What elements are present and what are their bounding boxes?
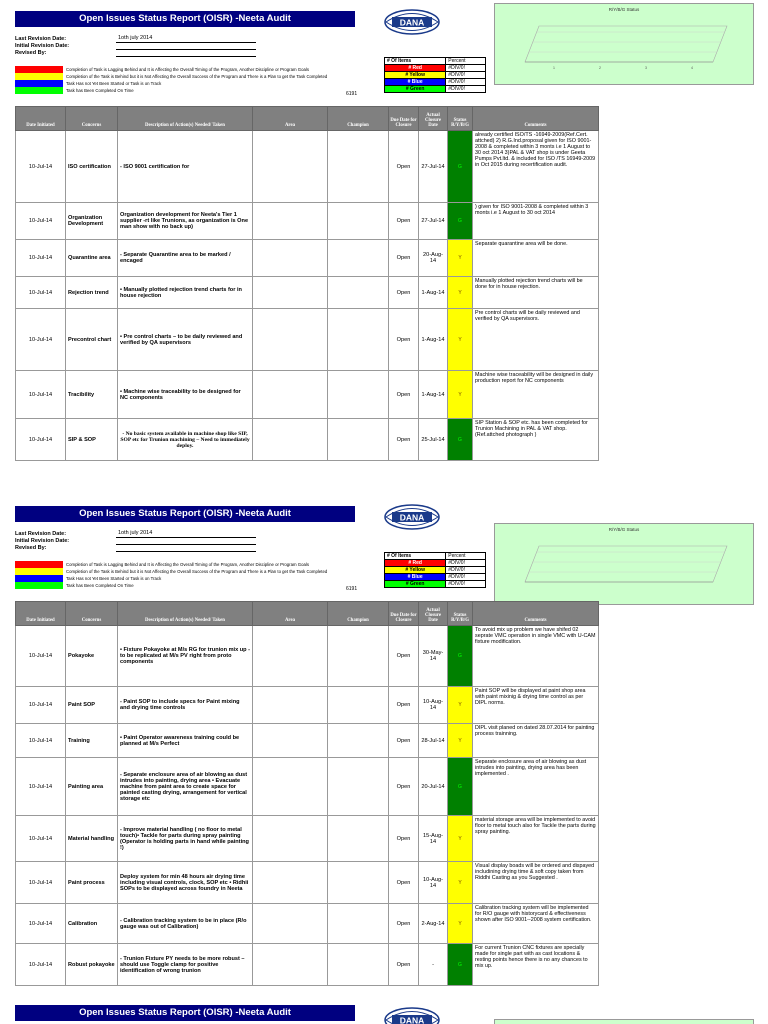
legend-red: Completion of Task is Lagging Behind and It is Affecting the Overall Timing of the Program, Another Discipline or Program Goals [15,66,385,73]
area-cell [253,944,328,986]
report-title: Open Issues Status Report (OISR) -Neeta Audit [15,506,355,522]
status-cell: Y [448,240,473,277]
champion-cell [328,309,389,371]
concern-cell: Pokayoke [66,626,118,687]
col-concerns: Concerns [66,602,118,626]
date-cell: 10-Jul-14 [16,309,66,371]
table-row [16,724,599,758]
chart-x-tick: 4 [691,66,693,70]
col-area: Area [253,602,328,626]
champion-cell [328,944,389,986]
status-cell: Y [448,904,473,944]
col-date-initiated: Date Initiated [16,107,66,131]
divider [116,551,256,552]
date-cell: 10-Jul-14 [16,687,66,724]
concern-cell: Paint process [66,862,118,904]
description-cell: • Fixture Pokayoke at M/s RG for trunion mix up - to be replicated at M/s PV right from proto components [118,626,253,687]
page-ref: 6191 [346,586,358,592]
chart-x-tick: 2 [599,66,601,70]
col-comments: Comments [473,602,599,626]
description-cell: • Pre control charts – to be daily reviewed and verified by QA supervisors [118,309,253,371]
champion-cell [328,240,389,277]
area-cell [253,862,328,904]
due-date-cell: Open [389,687,419,724]
date-cell: 10-Jul-14 [16,944,66,986]
status-cell: Y [448,816,473,862]
comment-cell: material storage area will be implemented to avoid floor to metal touch also for Tackle the parts during spray painting. [473,816,599,862]
date-cell: 10-Jul-14 [16,203,66,240]
status-cell: G [448,944,473,986]
description-cell: - Improve material handling ( no floor to metal touch)• Tackle for parts during spray painting (Operator is holding parts in hand while painting !) [118,816,253,862]
comment-cell: Visual display boads will be ordered and dispayed includining drying time & soft copy taken from Riddhi Casting as you Suggested . [473,862,599,904]
concern-cell: Material handling [66,816,118,862]
concern-cell: SIP & SOP [66,419,118,461]
concern-cell: Calibration [66,904,118,944]
date-cell: 10-Jul-14 [16,419,66,461]
date-cell: 10-Jul-14 [16,131,66,203]
due-date-cell: Open [389,419,419,461]
col-comments: Comments [473,107,599,131]
col-area: Area [253,107,328,131]
initial-revision-label: Initial Revision Date: [15,538,70,544]
actual-closure-cell: 1-Aug-14 [419,277,448,309]
description-cell: Organization development for Neeta's Tier 1 supplier -rt like Trunions, as organization is One man show with no back up) [118,203,253,240]
col-description: Description of Action(s) Needed/ Taken [118,107,253,131]
concern-cell: Precontrol chart [66,309,118,371]
actual-closure-cell: 15-Aug-14 [419,816,448,862]
status-cell: Y [448,277,473,309]
due-date-cell: Open [389,203,419,240]
report-sheet-2 [0,495,768,985]
actual-closure-cell: 30-May-14 [419,626,448,687]
col-actual-closure: Actual Closure Date [419,602,448,626]
concern-cell: Painting area [66,758,118,816]
date-cell: 10-Jul-14 [16,371,66,419]
legend-swatch [15,575,63,582]
divider [116,537,256,538]
description-cell: - ISO 9001 certification for [118,131,253,203]
status-cell: G [448,203,473,240]
champion-cell [328,277,389,309]
area-cell [253,371,328,419]
chart-x-tick: 1 [553,66,555,70]
col-champion: Champion [328,602,389,626]
table-row [16,309,599,371]
comment-cell: SIP Station & SOP etc. has been completed for Trunion Machining in PAL & VAT shop. (Ref.attched photograph ) [473,419,599,461]
col-status: Status R/Y/B/G [448,602,473,626]
table-row [16,277,599,309]
issues-table-1 [15,106,599,461]
status-cell: Y [448,371,473,419]
status-cell: G [448,626,473,687]
champion-cell [328,724,389,758]
legend-swatch [15,561,63,568]
date-cell: 10-Jul-14 [16,724,66,758]
last-revision-value: 1oth july 2014 [118,530,153,536]
divider [116,42,256,43]
table-row [16,131,599,203]
date-cell: 10-Jul-14 [16,758,66,816]
table-row [16,626,599,687]
col-concerns: Concerns [66,107,118,131]
due-date-cell: Open [389,862,419,904]
actual-closure-cell: 20-Aug-14 [419,240,448,277]
area-cell [253,904,328,944]
due-date-cell: Open [389,944,419,986]
description-cell: - Trunion Fixture PY needs to be more robust – should use Toggle clamp for positive identification of wrong trunion [118,944,253,986]
table-row [16,758,599,816]
actual-closure-cell: 25-Jul-14 [419,419,448,461]
table-row [16,419,599,461]
actual-closure-cell: 28-Jul-14 [419,724,448,758]
status-cell: G [448,758,473,816]
description-cell: - Paint SOP to include specs for Paint mixing and drying time controls [118,687,253,724]
table-row [16,816,599,862]
area-cell [253,203,328,240]
due-date-cell: Open [389,277,419,309]
due-date-cell: Open [389,816,419,862]
status-cell: Y [448,687,473,724]
comment-cell: ) given for ISO 9001-2008 & completed within 3 monts i.e 1 August to 30 oct 2014 [473,203,599,240]
due-date-cell: Open [389,904,419,944]
champion-cell [328,626,389,687]
legend-yellow: Completion of the Task is Behind but it is Not Affecting the Overall Success of the Program and There is a Plan to get the Task Completed [15,568,385,575]
comment-cell: Pre control charts will be daily reviewed and verified by QA supervisors. [473,309,599,371]
legend-green: Task has Been Completed On Time [15,87,385,94]
champion-cell [328,816,389,862]
legend-swatch [15,80,63,87]
col-actual-closure: Actual Closure Date [419,107,448,131]
date-cell: 10-Jul-14 [16,904,66,944]
area-cell [253,419,328,461]
due-date-cell: Open [389,309,419,371]
actual-closure-cell: 10-Aug-14 [419,687,448,724]
status-cell: Y [448,724,473,758]
date-cell: 10-Jul-14 [16,862,66,904]
concern-cell: Organization Development [66,203,118,240]
description-cell: - No basic system available in machine shop like SIP, SOP etc for Trunion machining – Need to immediately deploy. [118,419,253,461]
champion-cell [328,904,389,944]
dana-logo [384,9,440,35]
description-cell: Deploy system for min 48 hours air drying time including visual controls, clock, SOP etc • Ridhii SOPs to be displayed across foundry in Neeta [118,862,253,904]
divider [116,49,256,50]
table-row [16,904,599,944]
concern-cell: Training [66,724,118,758]
area-cell [253,309,328,371]
last-revision-value: 1oth july 2014 [118,35,153,41]
col-due-date: Due Date for Closure [389,602,419,626]
date-cell: 10-Jul-14 [16,626,66,687]
table-row [16,687,599,724]
status-cell: Y [448,309,473,371]
comment-cell: Calibration tracking system will be implemented for R/O gauge with historycard & effectiveness shown after ISO 9001--2008 system certification. [473,904,599,944]
concern-cell: ISO certification [66,131,118,203]
table-row [16,203,599,240]
status-counts-table: # Of Items Percent # Red #DIV/0! # Yellow #DIV/0! # Blue #DIV/0! # Green #DIV/0! [384,552,486,588]
legend-swatch [15,73,63,80]
legend-swatch [15,568,63,575]
description-cell: - Calibration tracking system to be in place (R/o gauge was out of Calibration) [118,904,253,944]
champion-cell [328,419,389,461]
concern-cell: Rejection trend [66,277,118,309]
comment-cell: Paint SOP will be displayed at paint shop area with paint mixinig & drying time control as per DIPL norms. [473,687,599,724]
area-cell [253,626,328,687]
description-cell: - Separate enclosure area of air blowing as dust intrudes into painting, drying area • Evacuate machine from paint area to create space for painted casting drying, arrangement for vertical storage etc [118,758,253,816]
comment-cell: already certified ISO/TS -16949-2009(Ref.Cert. attched) 2) R.G.Ind.proposal given for ISO 9001-2008 & completed within 3 monts i.e 1 August to 30 oct 2014 3)PAL & VAT shop is under Geeta Pumps Pvt.ltd. & included for ISO /TS 16949-2009 in Oct 2015 during recertification audit. [473,131,599,203]
area-cell [253,240,328,277]
table-row [16,862,599,904]
comment-cell: Machine wise traceability will be designed in daily production report for NC components [473,371,599,419]
legend-red: Completion of Task is Lagging Behind and It is Affecting the Overall Timing of the Program, Another Discipline or Program Goals [15,561,385,568]
legend-blue: Task Has not Yet Been Started or Task is on Track [15,575,385,582]
page-ref: 6191 [346,91,358,97]
actual-closure-cell: 20-Jul-14 [419,758,448,816]
comment-cell: To avoid mix up problem we have shifed 02 seprate VMC operation in single VMC with U-CAM fixture modification. [473,626,599,687]
revised-by-label: Revised By: [15,50,47,56]
status-cell: Y [448,862,473,904]
status-chart [494,3,754,85]
col-champion: Champion [328,107,389,131]
report-title: Open Issues Status Report (OISR) -Neeta Audit [15,1005,355,1021]
description-cell: - Separate Quarantine area to be marked / encaged [118,240,253,277]
area-cell [253,724,328,758]
actual-closure-cell: 10-Aug-14 [419,862,448,904]
legend-green: Task has Been Completed On Time [15,582,385,589]
actual-closure-cell: 2-Aug-14 [419,904,448,944]
comment-cell: DIPL visit planed on dated 28.07.2014 for painting process trainning. [473,724,599,758]
actual-closure-cell: - [419,944,448,986]
due-date-cell: Open [389,371,419,419]
due-date-cell: Open [389,240,419,277]
table-row [16,371,599,419]
due-date-cell: Open [389,626,419,687]
actual-closure-cell: 1-Aug-14 [419,309,448,371]
legend-swatch [15,66,63,73]
due-date-cell: Open [389,724,419,758]
report-sheet-1 [0,0,768,490]
champion-cell [328,371,389,419]
report-sheet-3 [0,1000,768,1024]
legend-swatch [15,87,63,94]
legend-swatch [15,582,63,589]
champion-cell [328,862,389,904]
report-title: Open Issues Status Report (OISR) -Neeta Audit [15,11,355,27]
status-chart [494,523,754,605]
initial-revision-label: Initial Revision Date: [15,43,70,49]
status-cell: G [448,131,473,203]
col-status: Status R/Y/B/G [448,107,473,131]
col-date-initiated: Date Initiated [16,602,66,626]
area-cell [253,758,328,816]
chart-title: R/Y/B/G Status [608,527,640,532]
area-cell [253,816,328,862]
concern-cell: Paint SOP [66,687,118,724]
last-revision-label: Last Revision Date: [15,36,67,42]
actual-closure-cell: 27-Jul-14 [419,131,448,203]
col-description: Description of Action(s) Needed/ Taken [118,602,253,626]
date-cell: 10-Jul-14 [16,277,66,309]
issues-table-2 [15,601,599,986]
actual-closure-cell: 27-Jul-14 [419,203,448,240]
concern-cell: Robust pokayoke [66,944,118,986]
comment-cell: For current Trunion CNC fixtures are specially made for single part with as cast locations & resting points hence there is no any chances to mix up. [473,944,599,986]
status-counts-table: # Of Items Percent # Red #DIV/0! # Yellow #DIV/0! # Blue #DIV/0! # Green #DIV/0! [384,57,486,93]
date-cell: 10-Jul-14 [16,816,66,862]
description-cell: • Machine wise traceability to be designed for NC components [118,371,253,419]
champion-cell [328,131,389,203]
due-date-cell: Open [389,758,419,816]
comment-cell: Manually plotted rejection trend charts will be done for in house rejection. [473,277,599,309]
divider [116,56,256,57]
actual-closure-cell: 1-Aug-14 [419,371,448,419]
revised-by-label: Revised By: [15,545,47,551]
comment-cell: Separate enclosure area of air blowing as dust intrudes into painting, drying area has been implemented . [473,758,599,816]
table-row [16,944,599,986]
champion-cell [328,687,389,724]
comment-cell: Separate quarantine area will be done. [473,240,599,277]
table-row [16,240,599,277]
svg-text:DANA: DANA [399,512,425,523]
description-cell: • Manually plotted rejection trend charts for in house rejection [118,277,253,309]
date-cell: 10-Jul-14 [16,240,66,277]
due-date-cell: Open [389,131,419,203]
concern-cell: Tracibility [66,371,118,419]
chart-x-tick: 3 [645,66,647,70]
dana-logo [384,504,440,530]
status-cell: G [448,419,473,461]
chart-title: R/Y/B/G Status [608,7,640,12]
status-chart-plot [495,524,753,604]
divider [116,544,256,545]
concern-cell: Quarantine area [66,240,118,277]
champion-cell [328,758,389,816]
area-cell [253,277,328,309]
legend-blue: Task Has not Yet Been Started or Task is on Track [15,80,385,87]
area-cell [253,687,328,724]
legend-yellow: Completion of the Task is Behind but it is Not Affecting the Overall Success of the Program and There is a Plan to get the Task Completed [15,73,385,80]
status-chart [494,1019,754,1024]
last-revision-label: Last Revision Date: [15,531,67,537]
description-cell: • Paint Operator awareness training could be planned at M/s Perfect [118,724,253,758]
col-due-date: Due Date for Closure [389,107,419,131]
svg-text:DANA: DANA [399,17,425,28]
area-cell [253,131,328,203]
champion-cell [328,203,389,240]
svg-text:DANA: DANA [399,1015,425,1024]
dana-logo [384,1007,440,1024]
status-chart-plot [495,4,753,84]
